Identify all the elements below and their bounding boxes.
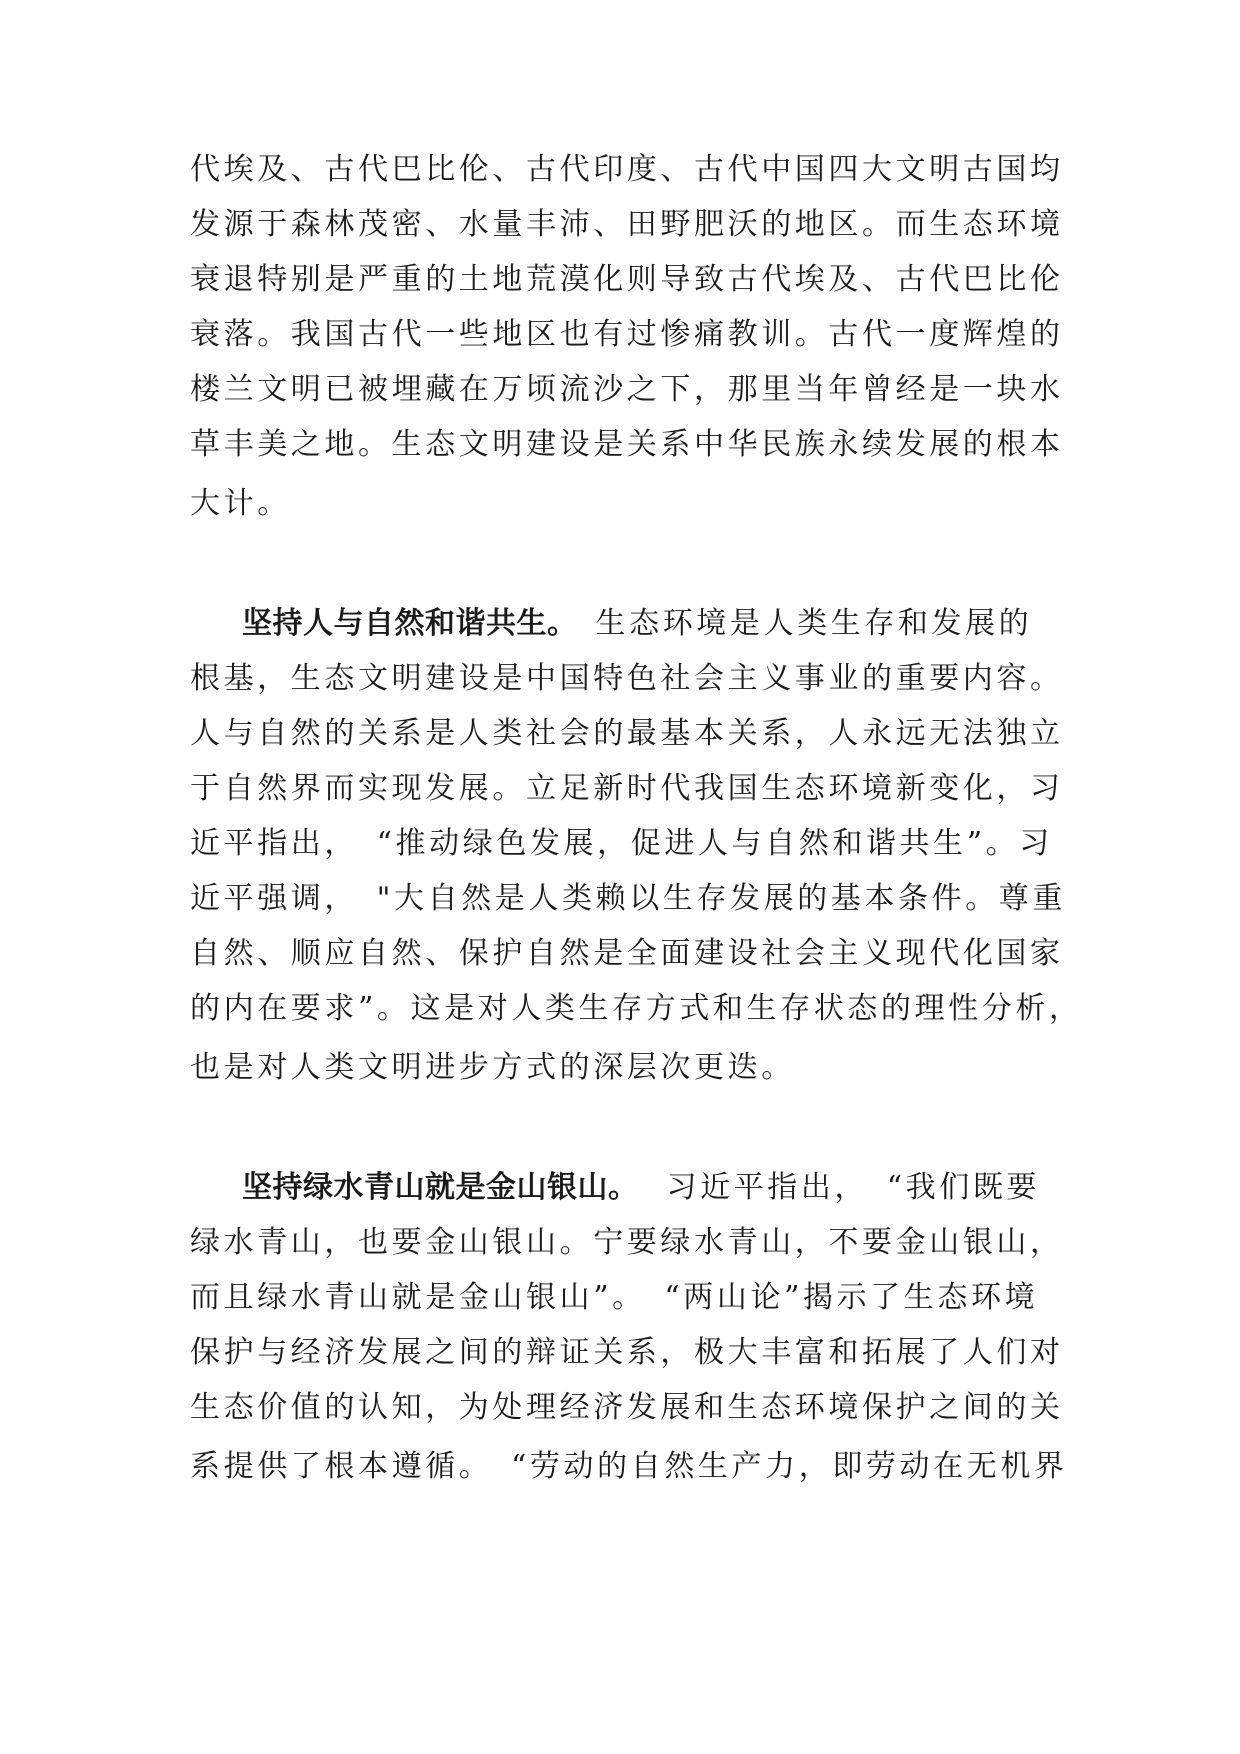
text-line: 根基，生态文明建设是中国特色社会主义事业的重要内容。 [190, 661, 1064, 696]
text-line: 人与自然的关系是人类社会的最基本关系，人永远无法独立 [190, 716, 1064, 751]
text-line: 近平强调， "大自然是人类赖以生存发展的基本条件。尊重 [190, 881, 1066, 916]
text-line: 楼兰文明已被埋藏在万顷流沙之下，那里当年曾经是一块水 [190, 372, 1064, 407]
text-line: 衰退特别是严重的土地荒漠化则导致古代埃及、古代巴比伦 [190, 262, 1064, 297]
text-line: 代埃及、古代巴比伦、古代印度、古代中国四大文明古国均 [190, 152, 1064, 187]
paragraph-first-line [242, 604, 1102, 644]
text-run: 生态环境是人类生存和发展的 [595, 606, 1033, 641]
text-line: 于自然界而实现发展。立足新时代我国生态环境新变化，习 [190, 771, 1064, 806]
text-run: 习近平指出， “我们既要 [666, 1170, 1041, 1205]
text-line: 自然、顺应自然、保护自然是全面建设社会主义现代化国家 [190, 936, 1064, 971]
text-line: 发源于森林茂密、水量丰沛、田野肥沃的地区。而生态环境 [190, 207, 1064, 242]
text-line: 草丰美之地。生态文明建设是关系中华民族永续发展的根本 [190, 427, 1064, 462]
paragraph-first-line [242, 1168, 1102, 1208]
text-line: 而且绿水青山就是金山银山”。 “两山论”揭示了生态环境 [190, 1280, 1039, 1315]
text-line: 生态价值的认知，为处理经济发展和生态环境保护之间的关 [190, 1390, 1064, 1425]
text-line: 大计。 [190, 486, 291, 521]
text-line: 系提供了根本遵循。 “劳动的自然生产力，即劳动在无机界 [190, 1449, 1068, 1484]
text-line: 保护与经济发展之间的辩证关系，极大丰富和拓展了人们对 [190, 1335, 1064, 1370]
text-line: 近平指出， “推动绿色发展，促进人与自然和谐共生”。习 [190, 826, 1053, 861]
text-line: 衰落。我国古代一些地区也有过惨痛教训。古代一度辉煌的 [190, 317, 1064, 352]
text-line: 的内在要求”。这是对人类生存方式和生存状态的理性分析， [190, 991, 1083, 1026]
section-heading: 坚持人与自然和谐共生。 [242, 606, 578, 641]
text-line: 也是对人类文明进步方式的深层次更迭。 [190, 1050, 795, 1085]
text-line: 绿水青山，也要金山银山。宁要绿水青山，不要金山银山， [190, 1225, 1064, 1260]
section-heading: 坚持绿水青山就是金山银山。 [242, 1170, 639, 1205]
